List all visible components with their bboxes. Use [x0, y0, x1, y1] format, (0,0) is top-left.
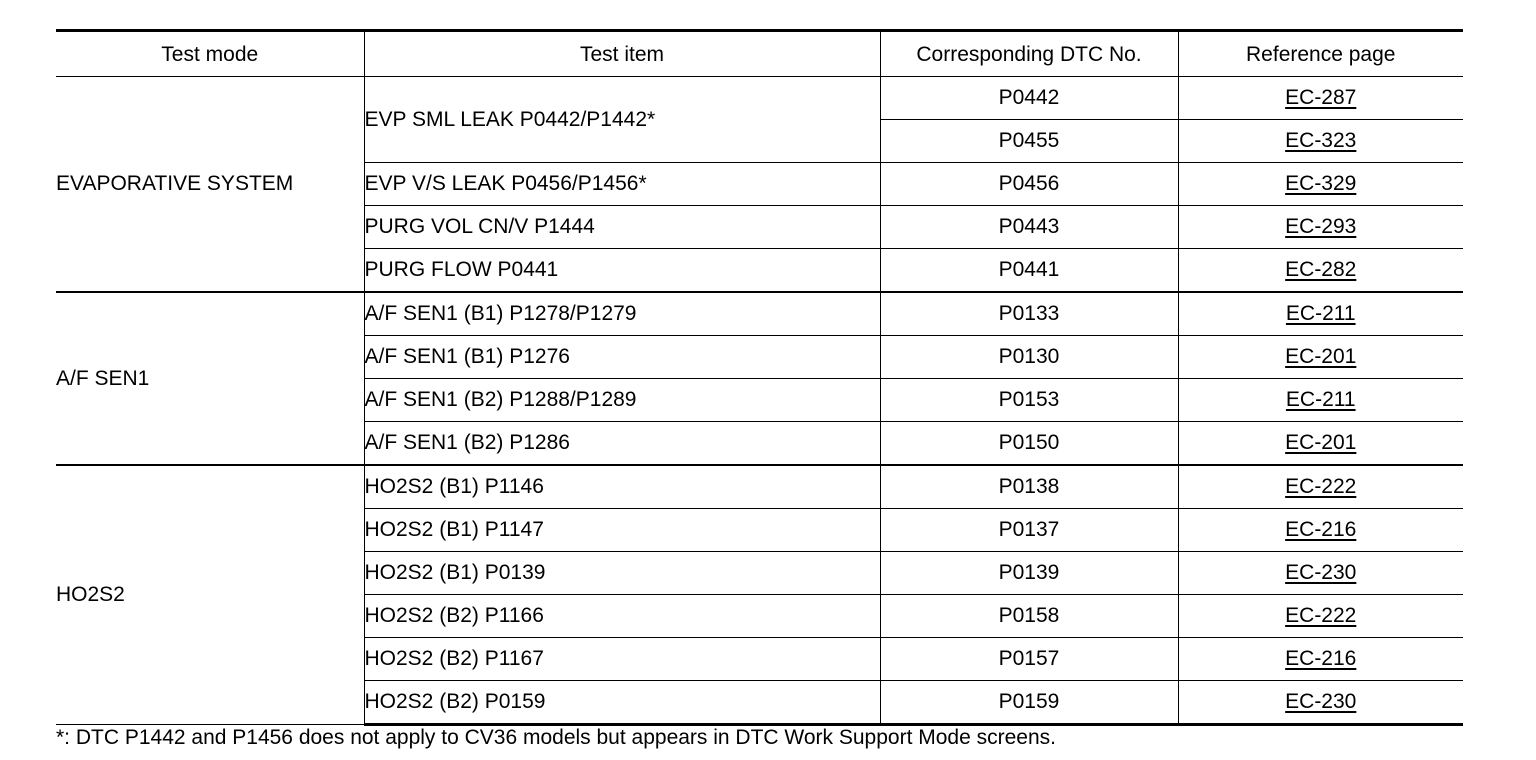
table-row — [56, 292, 1463, 336]
dtc-number-cell: P0138 — [880, 465, 1178, 509]
dtc-number-cell: P0443 — [880, 206, 1178, 249]
reference-page-link[interactable]: EC-293 — [1285, 215, 1357, 238]
dtc-number-cell: P0133 — [880, 292, 1178, 336]
test-item-cell: HO2S2 (B2) P1167 — [364, 638, 880, 681]
test-item-cell: A/F SEN1 (B1) P1278/P1279 — [364, 292, 880, 336]
reference-page-link[interactable]: EC-323 — [1285, 129, 1357, 152]
reference-page-link[interactable]: EC-201 — [1285, 345, 1357, 368]
reference-page-link[interactable]: EC-230 — [1285, 690, 1357, 713]
reference-page-link[interactable]: EC-211 — [1285, 302, 1356, 325]
reference-page-cell — [1178, 422, 1463, 466]
dtc-number-cell: P0130 — [880, 336, 1178, 379]
table-row — [56, 77, 1463, 120]
table-row — [56, 465, 1463, 509]
reference-page-cell — [1178, 465, 1463, 509]
test-item-cell: A/F SEN1 (B1) P1276 — [364, 336, 880, 379]
header-dtc-no: Corresponding DTC No. — [880, 31, 1178, 77]
test-item-cell: HO2S2 (B2) P1166 — [364, 595, 880, 638]
dtc-number-cell: P0159 — [880, 681, 1178, 725]
test-item-cell: HO2S2 (B2) P0159 — [364, 681, 880, 725]
reference-page-link[interactable]: EC-201 — [1285, 431, 1357, 454]
reference-page-cell — [1178, 595, 1463, 638]
test-item-cell: HO2S2 (B1) P1146 — [364, 465, 880, 509]
dtc-number-cell: P0442 — [880, 77, 1178, 120]
reference-page-link[interactable]: EC-222 — [1285, 475, 1357, 498]
test-mode-cell: EVAPORATIVE SYSTEM — [56, 77, 364, 293]
reference-page-link[interactable]: EC-222 — [1285, 604, 1357, 627]
header-row — [56, 31, 1463, 77]
dtc-number-cell: P0150 — [880, 422, 1178, 466]
test-item-cell: EVP V/S LEAK P0456/P1456* — [364, 163, 880, 206]
dtc-number-cell: P0441 — [880, 249, 1178, 293]
test-item-cell: PURG FLOW P0441 — [364, 249, 880, 293]
dtc-number-cell: P0456 — [880, 163, 1178, 206]
test-item-cell: PURG VOL CN/V P1444 — [364, 206, 880, 249]
test-mode-cell: A/F SEN1 — [56, 292, 364, 465]
dtc-number-cell: P0137 — [880, 509, 1178, 552]
reference-page-link[interactable]: EC-216 — [1285, 518, 1357, 541]
reference-page-link[interactable]: EC-216 — [1285, 647, 1357, 670]
reference-page-cell — [1178, 249, 1463, 293]
test-item-cell: A/F SEN1 (B2) P1286 — [364, 422, 880, 466]
test-item-cell: EVP SML LEAK P0442/P1442* — [364, 77, 880, 163]
dtc-number-cell: P0139 — [880, 552, 1178, 595]
test-item-cell: HO2S2 (B1) P0139 — [364, 552, 880, 595]
table-body — [56, 77, 1463, 725]
header-test-mode: Test mode — [56, 31, 364, 77]
reference-page-cell — [1178, 638, 1463, 681]
reference-page-cell — [1178, 379, 1463, 422]
test-mode-cell: HO2S2 — [56, 465, 364, 725]
reference-page-cell — [1178, 681, 1463, 725]
reference-page-cell — [1178, 509, 1463, 552]
reference-page-link[interactable]: EC-282 — [1285, 258, 1357, 281]
reference-page-link[interactable]: EC-211 — [1285, 388, 1356, 411]
reference-page-cell — [1178, 206, 1463, 249]
header-test-item: Test item — [364, 31, 880, 77]
reference-page-cell — [1178, 120, 1463, 163]
footnote: *: DTC P1442 and P1456 does not apply to CV36 models but appears in DTC Work Support Mode screens. — [56, 726, 1056, 749]
dtc-number-cell: P0158 — [880, 595, 1178, 638]
reference-page-link[interactable]: EC-230 — [1285, 561, 1357, 584]
dtc-number-cell: P0455 — [880, 120, 1178, 163]
reference-page-cell — [1178, 336, 1463, 379]
reference-page-link[interactable]: EC-287 — [1285, 86, 1357, 109]
reference-page-cell — [1178, 77, 1463, 120]
test-item-cell: HO2S2 (B1) P1147 — [364, 509, 880, 552]
test-item-cell: A/F SEN1 (B2) P1288/P1289 — [364, 379, 880, 422]
reference-page-cell — [1178, 163, 1463, 206]
reference-page-link[interactable]: EC-329 — [1285, 172, 1357, 195]
reference-page-cell — [1178, 552, 1463, 595]
dtc-number-cell: P0157 — [880, 638, 1178, 681]
dtc-reference-table — [56, 29, 1463, 726]
header-reference-page: Reference page — [1178, 31, 1463, 77]
reference-page-cell — [1178, 292, 1463, 336]
dtc-number-cell: P0153 — [880, 379, 1178, 422]
